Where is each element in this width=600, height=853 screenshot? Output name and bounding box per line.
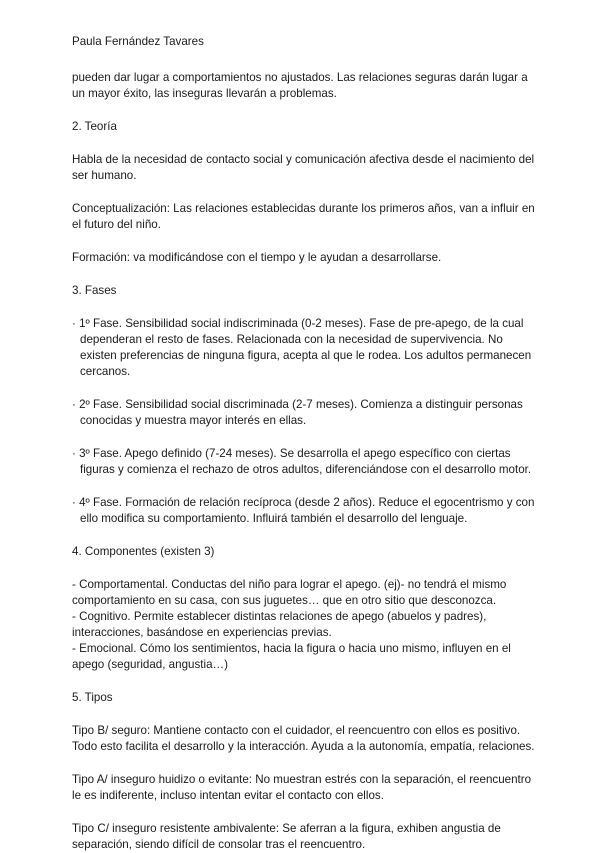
teoria-paragraph-1: Habla de la necesidad de contacto social y comunicación afectiva desde el nacimiento del ser humano. [72, 153, 535, 182]
tipo-item-1: Tipo B/ seguro: Mantiene contacto con el cuidador, el reencuentro con ellos es positivo. Todo esto facilita el desarrollo y la interacción. Ayuda a la autonomía, empatía, relaciones. [72, 724, 535, 753]
teoria-paragraph-2: Conceptualización: Las relaciones establecidas durante los primeros años, van a influir en el futuro del niño. [72, 202, 535, 231]
componente-item-1: - Comportamental. Conductas del niño para lograr el apego. (ej)- no tendrá el mismo comportamiento en su casa, con sus juguetes… que en otro sitio que desconozca. [72, 578, 507, 607]
section-title-componentes: 4. Componentes (existen 3) [72, 545, 215, 558]
author-name: Paula Fernández Tavares [72, 35, 204, 48]
intro-paragraph: pueden dar lugar a comportamientos no ajustados. Las relaciones seguras darán lugar a un mayor éxito, las inseguras llevarán a problemas. [72, 71, 528, 100]
section-title-teoria: 2. Teoría [72, 120, 117, 133]
section-title-tipos: 5. Tipos [72, 691, 113, 704]
tipo-item-3: Tipo C/ inseguro resistente ambivalente: Se aferran a la figura, exhiben angustia de separación, siendo difícil de consolar tras el reencuentro. [72, 822, 501, 851]
fase-item-4: · 4º Fase. Formación de relación recíproca (desde 2 años). Reduce el egocentrismo y con ello modifica su comportamiento. Influirá también el desarrollo del lenguaje. [72, 496, 535, 525]
componente-item-2: - Cognitivo. Permite establecer distintas relaciones de apego (abuelos y padres), interacciones, basándose en experiencias previas. [72, 610, 487, 639]
fase-item-3: · 3º Fase. Apego definido (7-24 meses). Se desarrolla el apego específico con ciertas figuras y comienza el rechazo de otros adultos, diferenciándose con el desarrollo motor. [72, 447, 532, 476]
fase-item-2: · 2º Fase. Sensibilidad social discriminada (2-7 meses). Comienza a distinguir personas conocidas y muestra mayor interés en ellas. [72, 398, 523, 427]
tipo-item-2: Tipo A/ inseguro huidizo o evitante: No muestran estrés con la separación, el reencuentro le es indiferente, incluso intentan evitar el contacto con ellos. [72, 773, 532, 802]
componente-item-3: - Emocional. Cómo los sentimientos, hacia la figura o hacia uno mismo, influyen en el apego (seguridad, angustia…) [72, 642, 511, 671]
section-title-fases: 3. Fases [72, 284, 117, 297]
teoria-paragraph-3: Formación: va modificándose con el tiempo y le ayudan a desarrollarse. [72, 251, 442, 264]
fase-item-1: · 1º Fase. Sensibilidad social indiscriminada (0-2 meses). Fase de pre-apego, de la cual dependeran el resto de fases. Relacionada con la necesidad de supervivencia. No existen preferencias de ninguna figura, acepta al que le rodea. Los adultos permanecen cercanos. [72, 317, 532, 378]
document-body [72, 70, 542, 853]
